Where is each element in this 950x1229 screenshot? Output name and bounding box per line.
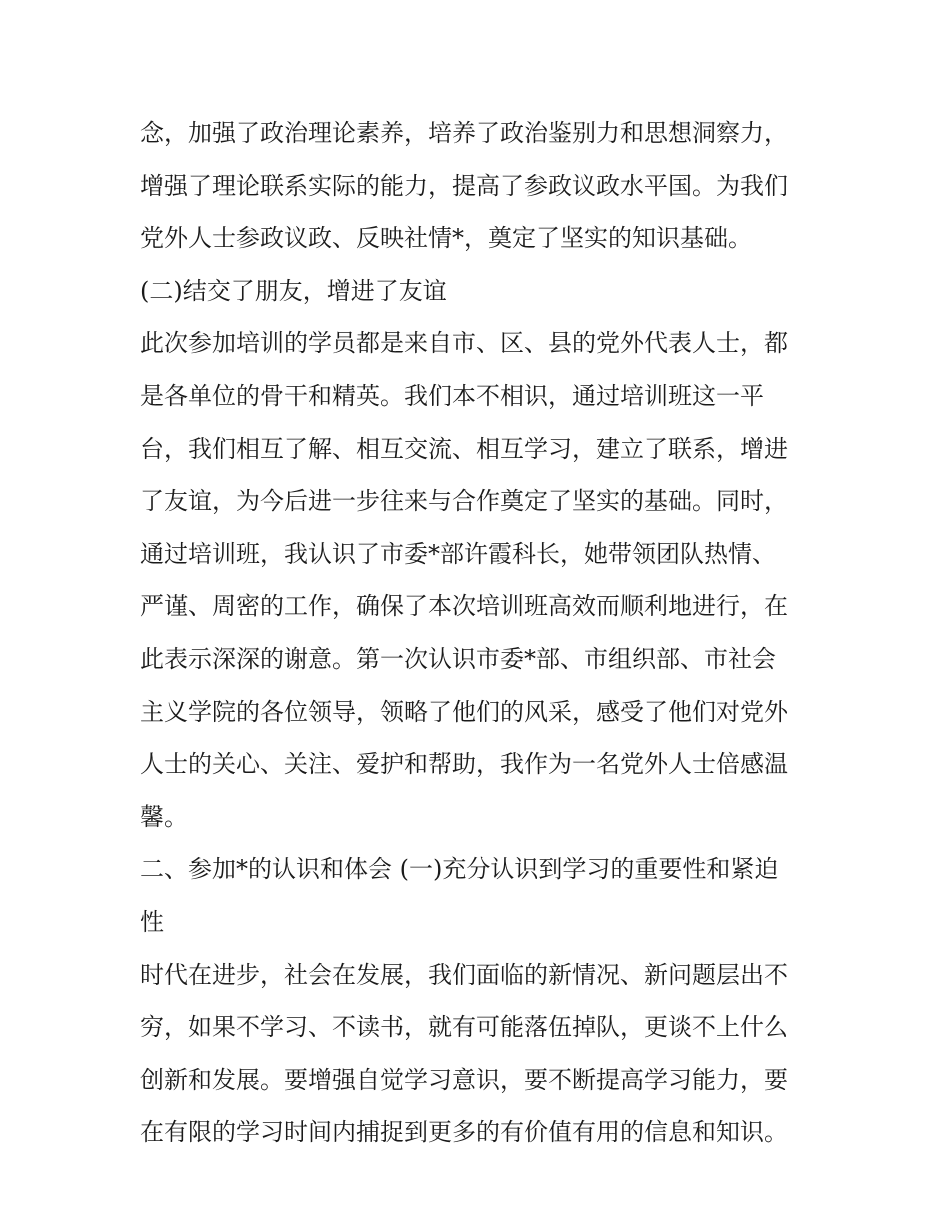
document-body <box>140 107 820 1159</box>
text-line: 时代在进步，社会在发展，我们面临的新情况、新问题层出不 <box>140 960 788 989</box>
text-line: 台，我们相互了解、相互交流、相互学习，建立了联系，增进 <box>140 434 788 463</box>
section-heading: 性 <box>140 907 164 936</box>
text-line: 馨。 <box>140 802 188 831</box>
text-line: 创新和发展。要增强自觉学习意识，要不断提高学习能力，要 <box>140 1065 788 1094</box>
text-line: 在有限的学习时间内捕捉到更多的有价值有用的信息和知识。 <box>140 1118 788 1147</box>
text-line: 是各单位的骨干和精英。我们本不相识，通过培训班这一平 <box>140 381 764 410</box>
text-line: 了友谊，为今后进一步往来与合作奠定了坚实的基础。同时， <box>140 487 788 516</box>
text-line: 党外人士参政议政、反映社情*，奠定了坚实的知识基础。 <box>140 224 752 253</box>
text-line: 人士的关心、关注、爱护和帮助，我作为一名党外人士倍感温 <box>140 750 788 779</box>
text-line: 通过培训班，我认识了市委*部许霞科长，她带领团队热情、 <box>140 539 776 568</box>
text-line: 严谨、周密的工作，确保了本次培训班高效而顺利地进行，在 <box>140 592 788 621</box>
text-line: 主义学院的各位领导，领略了他们的风采，感受了他们对党外 <box>140 697 788 726</box>
text-line: 此表示深深的谢意。第一次认识市委*部、市组织部、市社会 <box>140 644 776 673</box>
text-line: 念，加强了政治理论素养，培养了政治鉴别力和思想洞察力， <box>140 119 788 147</box>
text-line: 增强了理论联系实际的能力，提高了参政议政水平国。为我们 <box>140 171 788 200</box>
section-heading: 二、参加*的认识和体会 (一)充分认识到学习的重要性和紧迫 <box>140 855 779 884</box>
text-line: 穷，如果不学习、不读书，就有可能落伍掉队，更谈不上什么 <box>140 1013 788 1042</box>
section-heading: (二)结交了朋友，增进了友谊 <box>140 276 447 305</box>
text-line: 此次参加培训的学员都是来自市、区、县的党外代表人士，都 <box>140 329 788 358</box>
